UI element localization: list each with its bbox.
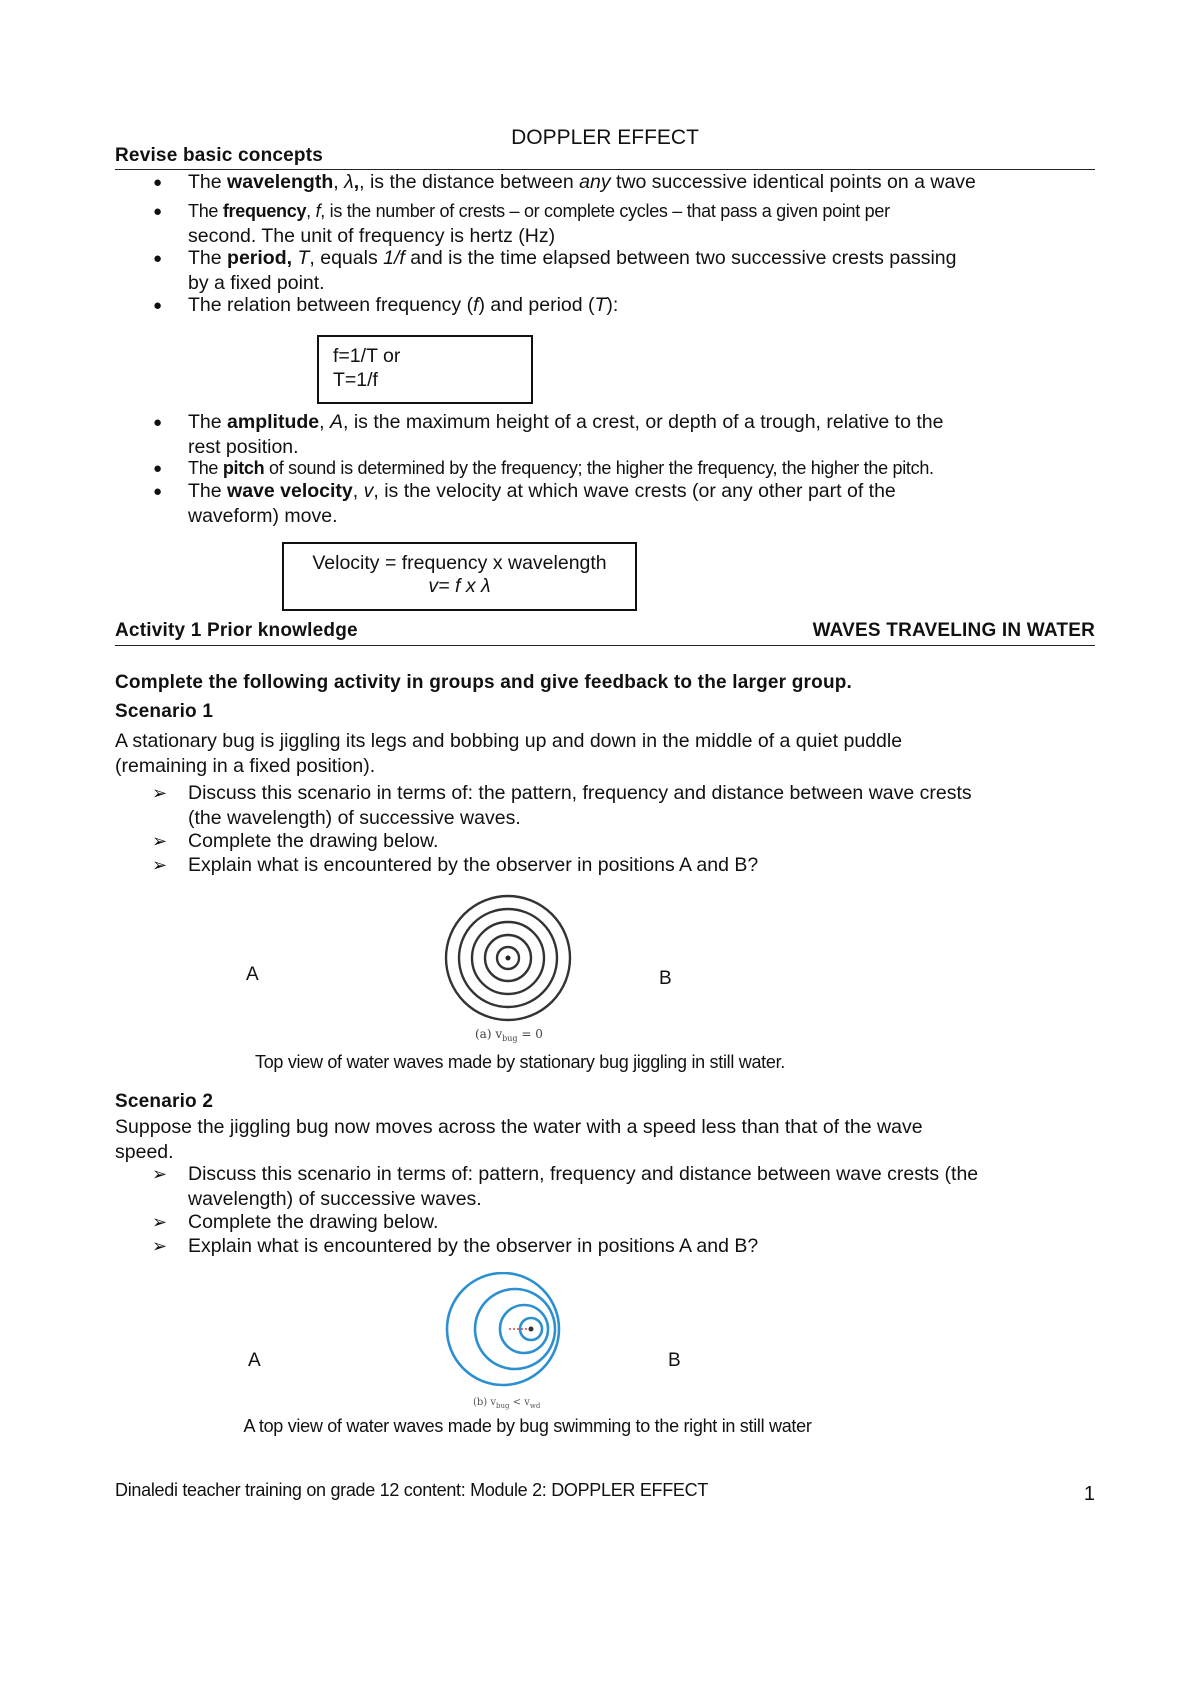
page-title: DOPPLER EFFECT: [511, 126, 699, 149]
formula-line: f=1/T or: [333, 345, 401, 367]
document-page: [115, 0, 1095, 1696]
scenario2-text: Suppose the jiggling bug now moves across the water with a speed less than that of the wave speed.: [115, 1116, 923, 1163]
activity-topic: WAVES TRAVELING IN WATER: [812, 620, 1095, 641]
list-item: ● The wave velocity, v, is the velocity at which wave crests (or any other part of the waveform) move.: [153, 480, 896, 527]
list-item: ● The frequency, f, is the number of crests – or complete cycles – that pass a given point per second. The unit of frequency is hertz (Hz): [153, 201, 890, 247]
bullet-dot-icon: ●: [153, 297, 163, 314]
formula-box-velocity: [282, 542, 637, 611]
scenario1-heading: Scenario 1: [115, 701, 214, 722]
footer-text: Dinaledi teacher training on grade 12 content: Module 2: DOPPLER EFFECT: [115, 1480, 709, 1500]
bullet-dot-icon: ●: [153, 483, 163, 500]
figure1-caption: Top view of water waves made by stationary bug jiggling in still water.: [255, 1052, 785, 1072]
bullet-dot-icon: ●: [153, 414, 163, 431]
figure2-caption: A top view of water waves made by bug swimming to the right in still water: [243, 1416, 812, 1436]
list-item: ➢ Explain what is encountered by the observer in positions A and B?: [152, 854, 759, 876]
formula-line: v= f x λ: [428, 575, 491, 597]
list-item: ● The wavelength, λ,, is the distance between any two successive identical points on a wave: [153, 171, 976, 193]
list-item: ● The pitch of sound is determined by the frequency; the higher the frequency, the higher the pitch.: [115, 456, 1100, 479]
observer-a-label: A: [246, 964, 259, 985]
observer-b-label: B: [659, 968, 672, 989]
bug-dot: [506, 956, 511, 961]
scenario2-heading: Scenario 2: [115, 1091, 214, 1112]
figure-label: (b) $v_{bug} < v_{wd}$: [473, 1397, 541, 1410]
arrowhead-icon: ➢: [152, 1212, 168, 1232]
concept-list: [115, 170, 1095, 318]
arrowhead-icon: ➢: [152, 831, 168, 851]
formula-line: Velocity = frequency x wavelength: [312, 552, 607, 574]
revise-heading: Revise basic concepts: [115, 145, 324, 166]
observer-a-label: A: [248, 1350, 261, 1371]
stationary-waves-figure: [435, 890, 581, 1050]
bullet-dot-icon: ●: [153, 174, 163, 191]
observer-b-label: B: [668, 1350, 681, 1371]
arrowhead-icon: ➢: [152, 855, 168, 875]
list-item: ● The period, T, equals 1/f and is the time elapsed between two successive crests passing by a fixed point.: [153, 247, 957, 294]
moving-waves-figure: [435, 1272, 575, 1412]
scenario2-tasks: [115, 1162, 1105, 1258]
list-item: ➢ Explain what is encountered by the observer in positions A and B?: [152, 1235, 759, 1257]
arrowhead-icon: ➢: [152, 783, 168, 803]
bullet-dot-icon: ●: [153, 460, 162, 477]
arrowhead-icon: ➢: [152, 1164, 168, 1184]
list-item: ➢ Discuss this scenario in terms of: the pattern, frequency and distance between wave crests (the wavelength) of successive waves.: [152, 782, 972, 829]
scenario1-tasks: [115, 781, 1105, 877]
list-item: ➢ Complete the drawing below.: [152, 830, 439, 852]
activity-heading: Activity 1 Prior knowledge: [115, 620, 358, 641]
activity-instruction: Complete the following activity in groups and give feedback to the larger group.: [115, 672, 853, 693]
bug-dot: [529, 1327, 534, 1332]
figure-label: (a) $v_{bug} = 0$: [475, 1027, 543, 1043]
activity-rule: [115, 645, 1095, 646]
scenario1-text: A stationary bug is jiggling its legs and bobbing up and down in the middle of a quiet puddle (remaining in a fixed position).: [115, 730, 903, 777]
list-item: ● The amplitude, A, is the maximum height of a crest, or depth of a trough, relative to the rest position.: [153, 411, 944, 458]
bullet-dot-icon: ●: [153, 203, 162, 220]
list-item: ● The relation between frequency (f) and period (T):: [153, 294, 619, 316]
page-number: 1: [1083, 1483, 1095, 1505]
list-item: ➢ Complete the drawing below.: [152, 1211, 439, 1233]
formula-line: T=1/f: [333, 369, 378, 391]
bullet-dot-icon: ●: [153, 250, 163, 267]
list-item: ➢ Discuss this scenario in terms of: pattern, frequency and distance between wave crests (the wavelength) of successive waves.: [152, 1163, 979, 1210]
concept-list-2: [115, 410, 1100, 526]
arrowhead-icon: ➢: [152, 1236, 168, 1256]
formula-box-period: [317, 335, 533, 404]
